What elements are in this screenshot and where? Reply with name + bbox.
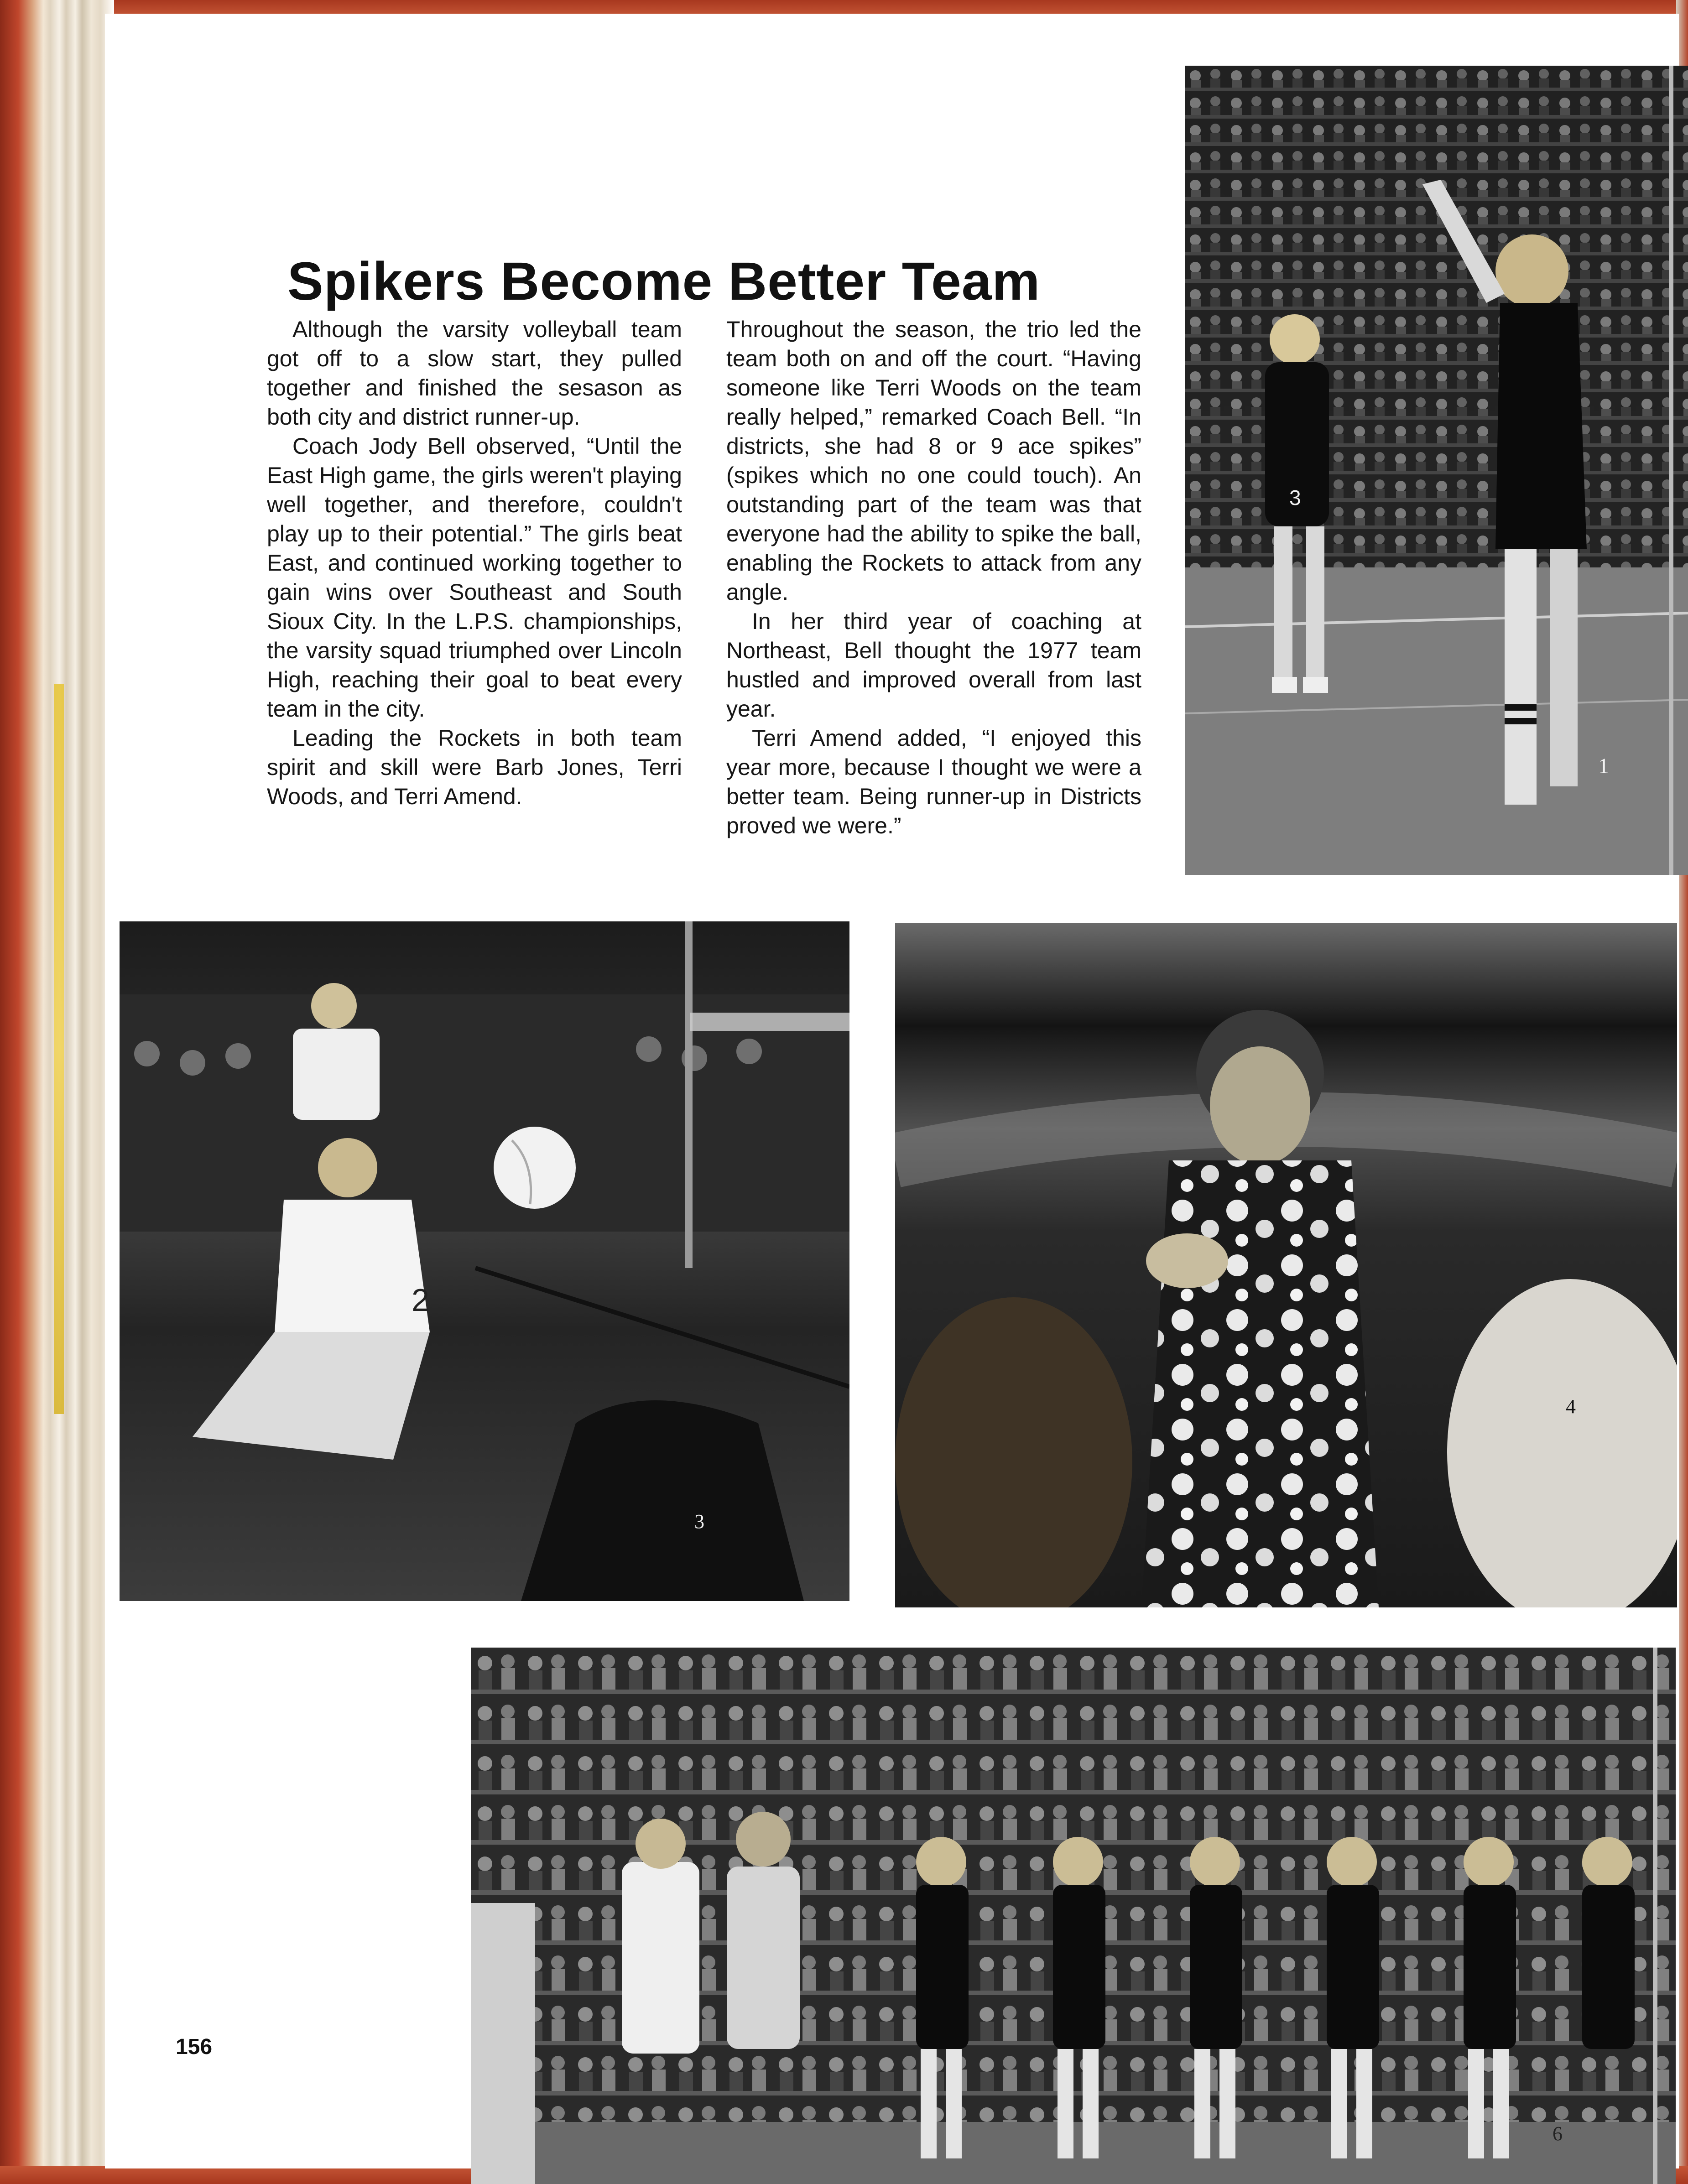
article-column-1 [267,315,682,811]
photo-number: 4 [1566,1395,1576,1418]
article-column-2 [726,315,1141,840]
photo-number: 3 [694,1510,704,1533]
photo-number: 6 [1553,2122,1563,2145]
photo-number: 1 [1598,754,1609,778]
paragraph: Throughout the season, the trio led the team both on and off the court. “Having someone like Terri Woods on the team really helped,” remarked Coach Bell. “In districts, she had 8 or 9 ace spikes” (spikes which no one could touch). An outstanding part of the team was that everyone had the ability to spike the ball, enabling the Rockets to attack from any angle. [726,317,1141,605]
photo-3-dig [120,921,849,1601]
book-binding [0,0,114,2184]
jersey-number: 2 [412,1282,429,1318]
paragraph: Although the varsity volleyball team got off to a slow start, they pulled together and finished the sesason as both city and district runner-up. [267,317,682,430]
page-edge-marker [54,684,64,1414]
photo-6-bench [471,1648,1676,2184]
paragraph: Leading the Rockets in both team spirit and skill were Barb Jones, Terri Woods, and Terri Amend. [267,725,682,809]
headline: Spikers Become Better Team [287,251,1041,312]
photo-1-spiker [1185,66,1688,875]
paragraph: Coach Jody Bell observed, “Until the East High game, the girls weren't playing well together, and therefore, couldn't play up to their potential.” The girls beat East, and continued working together to gain wins over Southeast and South Sioux City. In the L.P.S. championships, the varsity squad triumphed over Lincoln High, reaching their goal to beat every team in the city. [267,433,682,722]
jersey-number: 3 [1289,486,1301,510]
page-number: 156 [176,2035,213,2059]
paragraph: In her third year of coaching at Northeast, Bell thought the 1977 team hustled and improved overall from last year. [726,608,1141,722]
photo-4-coach [895,923,1677,1607]
paragraph: Terri Amend added, “I enjoyed this year more, because I thought we were a better team. Being runner-up in Districts proved we were.” [726,725,1141,838]
